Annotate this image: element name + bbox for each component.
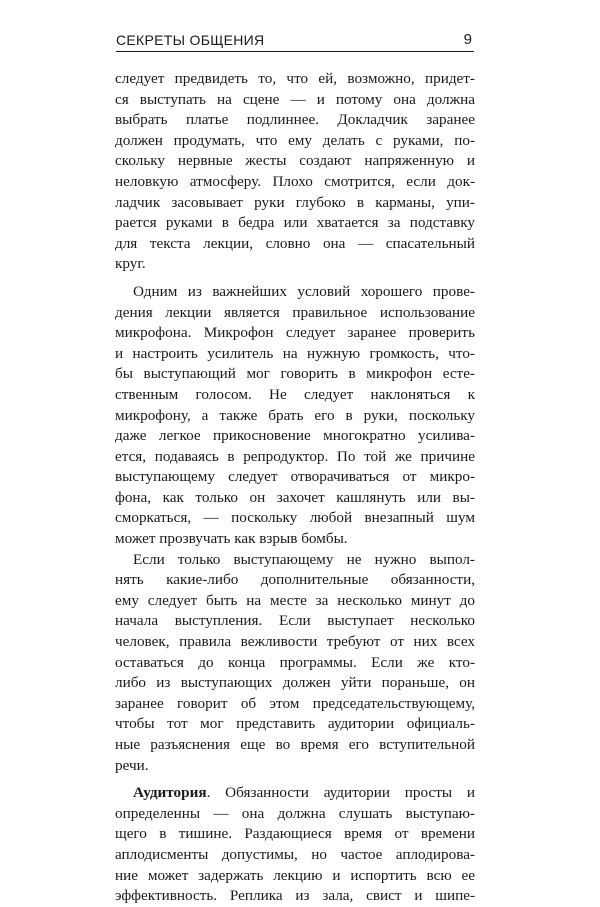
text-line: Если только выступающему не нужно выпол- bbox=[133, 550, 475, 568]
text-line-rest: . Обязанности аудитории просты и bbox=[206, 784, 475, 802]
text-line: должен продумать, что ему делать с руками, по- bbox=[115, 131, 475, 149]
text-line: заранее говорит об этом председательствующему, bbox=[115, 694, 475, 712]
text-line: микрофона. Микрофон следует заранее проверить bbox=[115, 324, 475, 342]
text-line: ется, подаваясь в репродуктор. По той же причине bbox=[115, 447, 475, 465]
text-line: дения лекции является правильное использование bbox=[115, 303, 475, 321]
text-line: может прозвучать как взрыв бомбы. bbox=[115, 530, 348, 548]
text-line: даже легкое прикосновение многократно усилива- bbox=[115, 427, 475, 445]
page-number: 9 bbox=[463, 31, 472, 48]
text-line: Одним из важнейших условий хорошего прове- bbox=[133, 282, 475, 300]
text-line: и настроить усилитель на нужную громкость, что- bbox=[115, 344, 475, 362]
text-line: речи. bbox=[115, 756, 149, 774]
body-text bbox=[115, 69, 475, 907]
running-title: СЕКРЕТЫ ОБЩЕНИЯ bbox=[116, 32, 265, 48]
text-line: либо из выступающих должен уйти пораньше, он bbox=[115, 674, 475, 692]
text-line: ние может задержать лекцию и испортить всю ее bbox=[115, 866, 475, 884]
text-line: бы выступающий мог говорить в микрофон есте- bbox=[115, 365, 475, 383]
text-line: начала выступления. Если выступает несколько bbox=[115, 612, 475, 630]
text-line: выступающему следует отворачиваться от микро- bbox=[115, 468, 475, 486]
text-line: выбрать платье подлиннее. Докладчик заранее bbox=[115, 111, 475, 129]
text-line: скольку нервные жесты создают напряженную и bbox=[115, 152, 475, 170]
running-head bbox=[116, 29, 474, 52]
text-line: для текста лекции, словно она — спасательный bbox=[115, 234, 475, 252]
text-line: нять какие-либо дополнительные обязанности, bbox=[115, 571, 475, 589]
text-line: микрофону, а также брать его в руки, поскольку bbox=[115, 406, 475, 424]
text-line: фона, как только он захочет кашлянуть или вы- bbox=[115, 488, 475, 506]
text-line: круг. bbox=[115, 255, 146, 273]
text-line: аплодисменты допустимы, но частое аплодирова- bbox=[115, 845, 475, 863]
text-line: оставаться до конца программы. Если же кто- bbox=[115, 653, 475, 671]
text-line: ные разъяснения еще во время его вступительной bbox=[115, 736, 475, 753]
text-line: чтобы тот мог представить аудитории официаль- bbox=[115, 715, 475, 733]
run-in-heading: Аудитория bbox=[133, 784, 207, 802]
paragraph-3 bbox=[115, 550, 475, 777]
paragraph-4 bbox=[115, 783, 475, 907]
text-line: неловкую атмосферу. Плохо смотрится, если док- bbox=[115, 172, 475, 190]
text-line: ему следует быть на месте за несколько минут до bbox=[115, 591, 475, 609]
text-line: ладчик засовывает руки глубоко в карманы, упи- bbox=[115, 193, 475, 211]
text-line: ся выступать на сцене — и потому она должна bbox=[115, 90, 475, 108]
paragraph-2 bbox=[115, 282, 475, 550]
text-line bbox=[115, 783, 475, 804]
text-line: определенны — она должна слушать выступаю- bbox=[115, 804, 475, 822]
text-line: эффективность. Реплика из зала, свист и шипе- bbox=[115, 887, 475, 905]
text-line: ственным голосом. Не следует наклоняться к bbox=[115, 385, 475, 403]
text-line: следует предвидеть то, что ей, возможно, придет- bbox=[115, 70, 475, 87]
paragraph-1 bbox=[115, 69, 475, 275]
text-line: щего в тишине. Раздающиеся время от времени bbox=[115, 825, 475, 843]
text-line: человек, правила вежливости требуют от них всех bbox=[115, 633, 475, 651]
text-line: сморкаться, — поскольку любой внезапный шум bbox=[115, 509, 475, 527]
text-line: рается руками в бедра или хватается за подставку bbox=[115, 214, 475, 232]
